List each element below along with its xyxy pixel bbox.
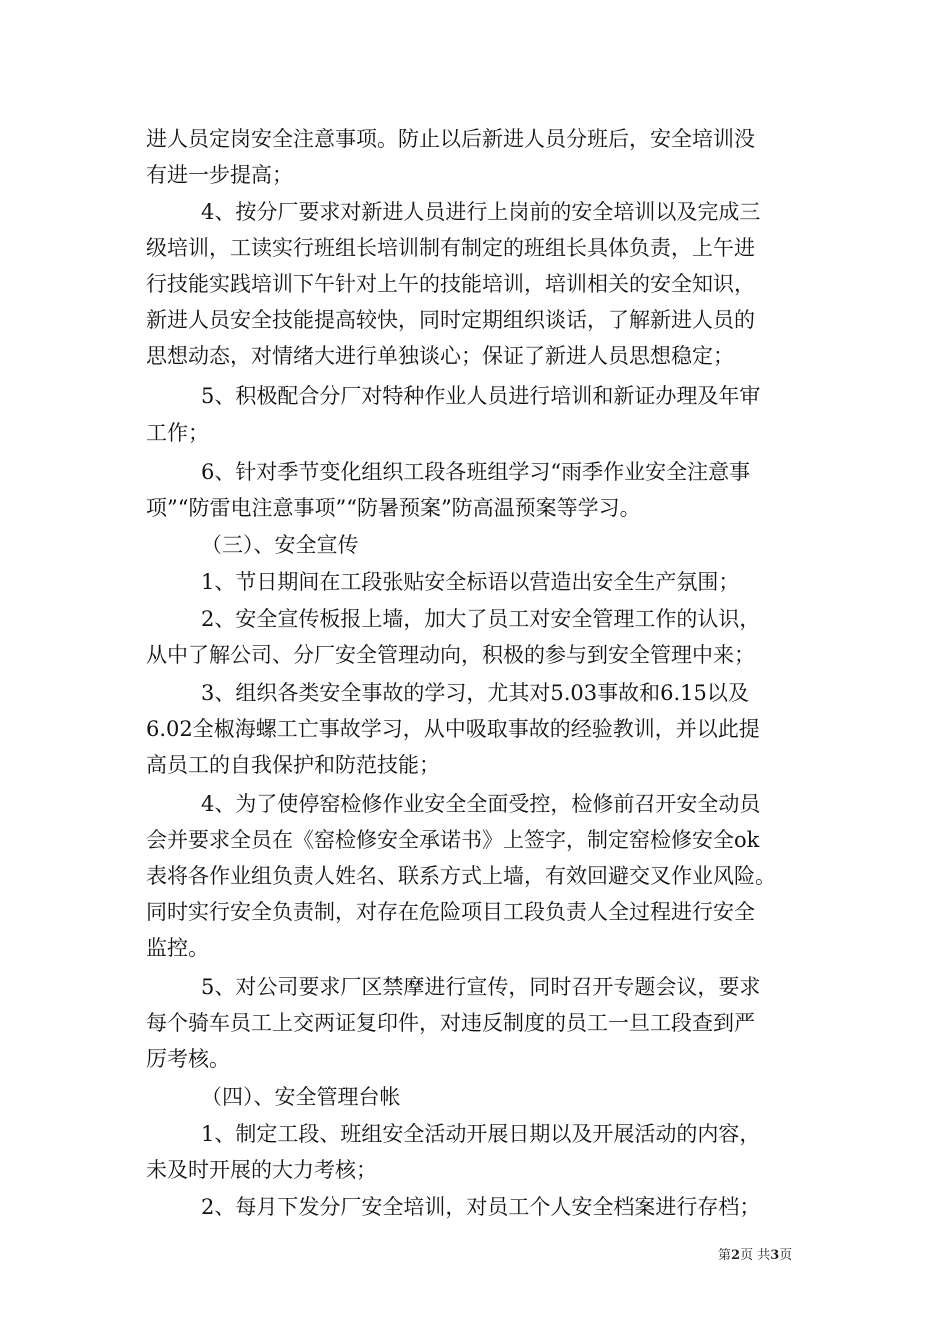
text-line: 5、对公司要求厂区禁摩进行宣传，同时召开专题会议，要求 [201,975,761,999]
text-line: 每个骑车员工上交两证复印件，对违反制度的员工一旦工段查到严 [146,1011,755,1035]
text-line: 5、积极配合分厂对特种作业人员进行培训和新证办理及年审 [201,384,761,408]
text-line: 2、安全宣传板报上墙，加大了员工对安全管理工作的认识， [201,607,761,631]
text-line: 级培训，工读实行班组长培训制有制定的班组长具体负责，上午进 [146,236,755,260]
text-line: 会并要求全员在《窑检修安全承诺书》上签字，制定窑检修安全ok [146,828,760,852]
text-line: 厉考核。 [146,1047,230,1071]
text-line: 1、节日期间在工段张贴安全标语以营造出安全生产氛围； [201,570,740,594]
text-line: 新进人员安全技能提高较快，同时定期组织谈话，了解新进人员的 [146,308,755,332]
section-heading: （三）、安全宣传 [201,533,359,557]
section-heading: （四）、安全管理台帐 [201,1085,401,1109]
text-line: 高员工的自我保护和防范技能； [146,753,440,777]
text-line: 未及时开展的大力考核； [146,1158,377,1182]
current-page-number: 2 [731,1248,741,1263]
text-line: 6.02全椒海螺工亡事故学习，从中吸取事故的经验教训，并以此提 [146,717,760,741]
footer-middle: 页 共 [740,1248,771,1263]
text-line: 项”“防雷电注意事项”“防暑预案”防高温预案等学习。 [146,496,641,520]
text-line: 4、为了使停窑检修作业安全全面受控，检修前召开安全动员 [201,792,761,816]
text-line: 2、每月下发分厂安全培训，对员工个人安全档案进行存档； [201,1195,761,1219]
text-line: 同时实行安全负责制，对存在危险项目工段负责人全过程进行安全 [146,900,755,924]
total-pages-number: 3 [770,1248,780,1263]
text-line: 从中了解公司、分厂安全管理动向，积极的参与到安全管理中来； [146,643,755,667]
text-line: 行技能实践培训下午针对上午的技能培训，培训相关的安全知识， [146,272,755,296]
text-line: 表将各作业组负责人姓名、联系方式上墙，有效回避交叉作业风险。 [146,864,776,888]
text-line: 思想动态，对情绪大进行单独谈心；保证了新进人员思想稳定； [146,344,734,368]
text-line: 4、按分厂要求对新进人员进行上岗前的安全培训以及完成三 [201,200,761,224]
text-line: 有进一步提高； [146,163,293,187]
text-line: 进人员定岗安全注意事项。防止以后新进人员分班后，安全培训没 [146,127,755,151]
footer-suffix: 页 [779,1248,793,1263]
footer-prefix: 第 [718,1248,732,1263]
text-line: 监控。 [146,936,209,960]
text-line: 6、针对季节变化组织工段各班组学习“雨季作业安全注意事 [201,460,751,484]
text-line: 3、组织各类安全事故的学习，尤其对5.03事故和6.15以及 [201,681,749,705]
text-line: 工作； [146,421,209,445]
text-line: 1、制定工段、班组安全活动开展日期以及开展活动的内容， [201,1122,761,1146]
page-footer [718,1244,792,1263]
